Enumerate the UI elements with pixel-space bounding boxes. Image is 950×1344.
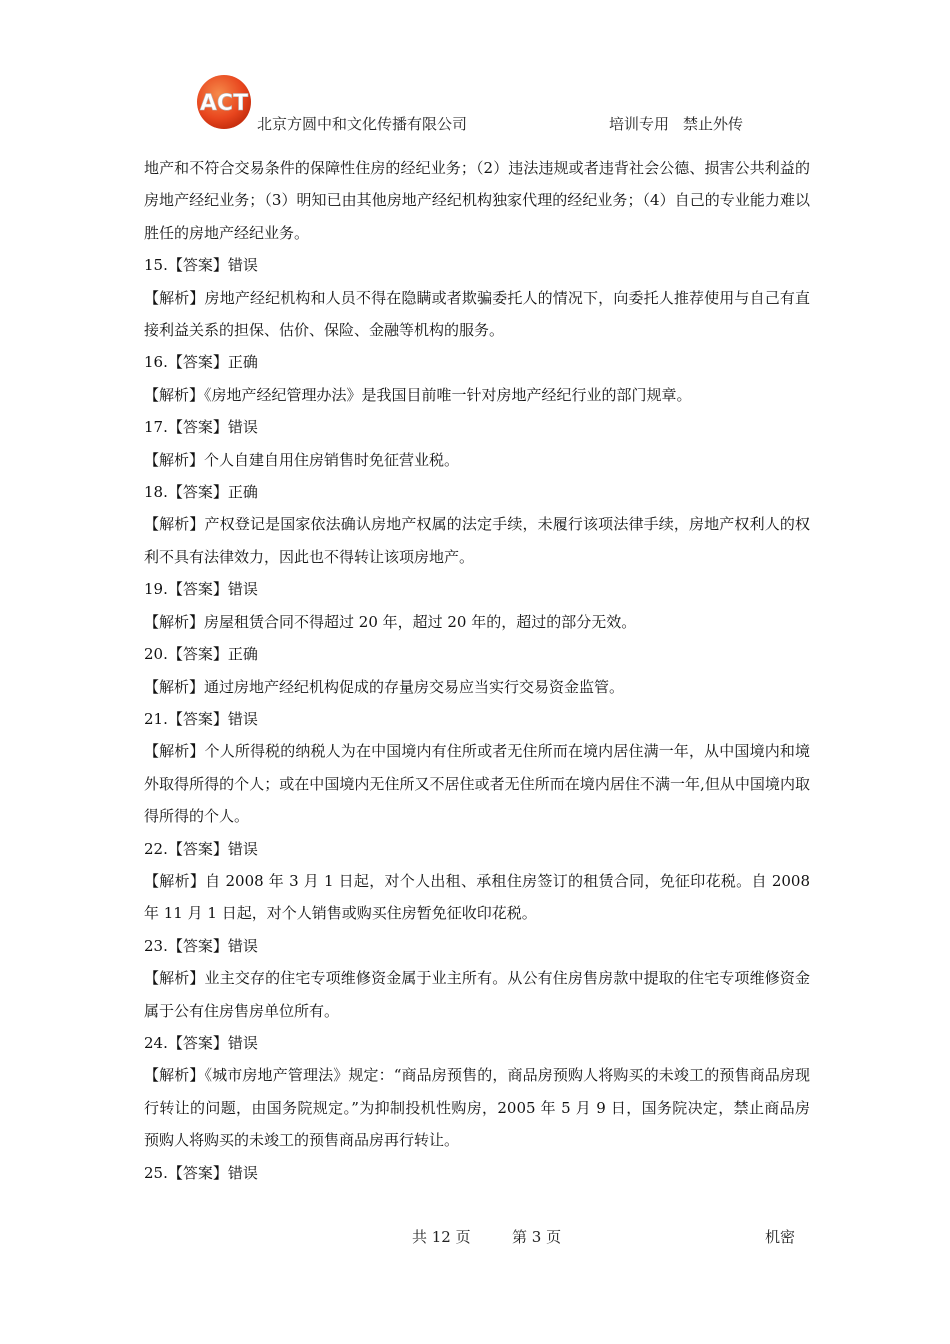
header-confidential-label: 禁止外传 (683, 115, 744, 133)
answer-line: 22.【答案】错误 (144, 839, 258, 858)
document-body (144, 152, 810, 1189)
answer-line: 19.【答案】错误 (144, 580, 258, 599)
footer-confidential-label: 机密 (765, 1228, 796, 1246)
analysis-paragraph: 【解析】个人自建自用住房销售时免征营业税。 (144, 450, 460, 469)
answer-line: 20.【答案】正确 (144, 645, 258, 664)
analysis-paragraph: 【解析】房地产经纪机构和人员不得在隐瞒或者欺骗委托人的情况下，向委托人推荐使用与自己有直接利益关系的担保、估价、保险、金融等机构的服务。 (144, 288, 810, 340)
analysis-paragraph: 【解析】产权登记是国家依法确认房地产权属的法定手续，未履行该项法律手续，房地产权利人的权利不具有法律效力，因此也不得转让该项房地产。 (144, 515, 810, 566)
header-training-label: 培训专用 (609, 115, 670, 133)
analysis-paragraph: 【解析】《城市房地产管理法》规定：“商品房预售的，商品房预购人将购买的未竣工的预售商品房现行转让的问题，由国务院规定。”为抑制投机性购房，2005 年 5 月 9 日，国务院决定，禁止商品房预购人将购买的未竣工的预售商品房再行转让。 (144, 1066, 810, 1150)
answer-line: 25.【答案】错误 (144, 1163, 258, 1182)
header-company-name: 北京方圆中和文化传播有限公司 (257, 115, 468, 133)
analysis-paragraph: 【解析】房屋租赁合同不得超过 20 年，超过 20 年的，超过的部分无效。 (144, 612, 637, 631)
answer-line: 24.【答案】错误 (144, 1033, 258, 1052)
answer-line: 17.【答案】错误 (144, 418, 258, 437)
analysis-paragraph: 【解析】自 2008 年 3 月 1 日起，对个人出租、承租住房签订的租赁合同，免征印花税。自 2008 年 11 月 1 日起，对个人销售或购买住房暂免征收印花税。 (144, 871, 810, 923)
answer-line: 18.【答案】正确 (144, 483, 258, 502)
answer-line: 21.【答案】错误 (144, 709, 258, 728)
answer-line: 23.【答案】错误 (144, 936, 258, 955)
analysis-paragraph: 【解析】个人所得税的纳税人为在中国境内有住所或者无住所而在境内居住满一年，从中国境内和境外取得所得的个人；或在中国境内无住所又不居住或者无住所而在境内居住不满一年,但从中国境内取得所得的个人。 (144, 742, 810, 826)
footer-page-current: 第 3 页 (512, 1228, 562, 1246)
footer-page-total: 共 12 页 (412, 1228, 471, 1246)
answer-line: 15.【答案】错误 (144, 256, 258, 275)
paragraph: 地产和不符合交易条件的保障性住房的经纪业务；（2）违法违规或者违背社会公德、损害公共利益的房地产经纪业务；（3）明知已由其他房地产经纪机构独家代理的经纪业务；（4）自己的专业能力难以胜任的房地产经纪业务。 (144, 159, 810, 242)
header-notice (609, 113, 743, 134)
analysis-paragraph: 【解析】通过房地产经纪机构促成的存量房交易应当实行交易资金监管。 (144, 677, 625, 696)
answer-line: 16.【答案】正确 (144, 353, 258, 372)
company-logo-icon (196, 74, 252, 130)
analysis-paragraph: 【解析】业主交存的住宅专项维修资金属于业主所有。从公有住房售房款中提取的住宅专项维修资金属于公有住房售房单位所有。 (144, 969, 810, 1020)
svg-text:ACT: ACT (199, 91, 249, 116)
analysis-paragraph: 【解析】《房地产经纪管理办法》是我国目前唯一针对房地产经纪行业的部门规章。 (144, 385, 692, 404)
